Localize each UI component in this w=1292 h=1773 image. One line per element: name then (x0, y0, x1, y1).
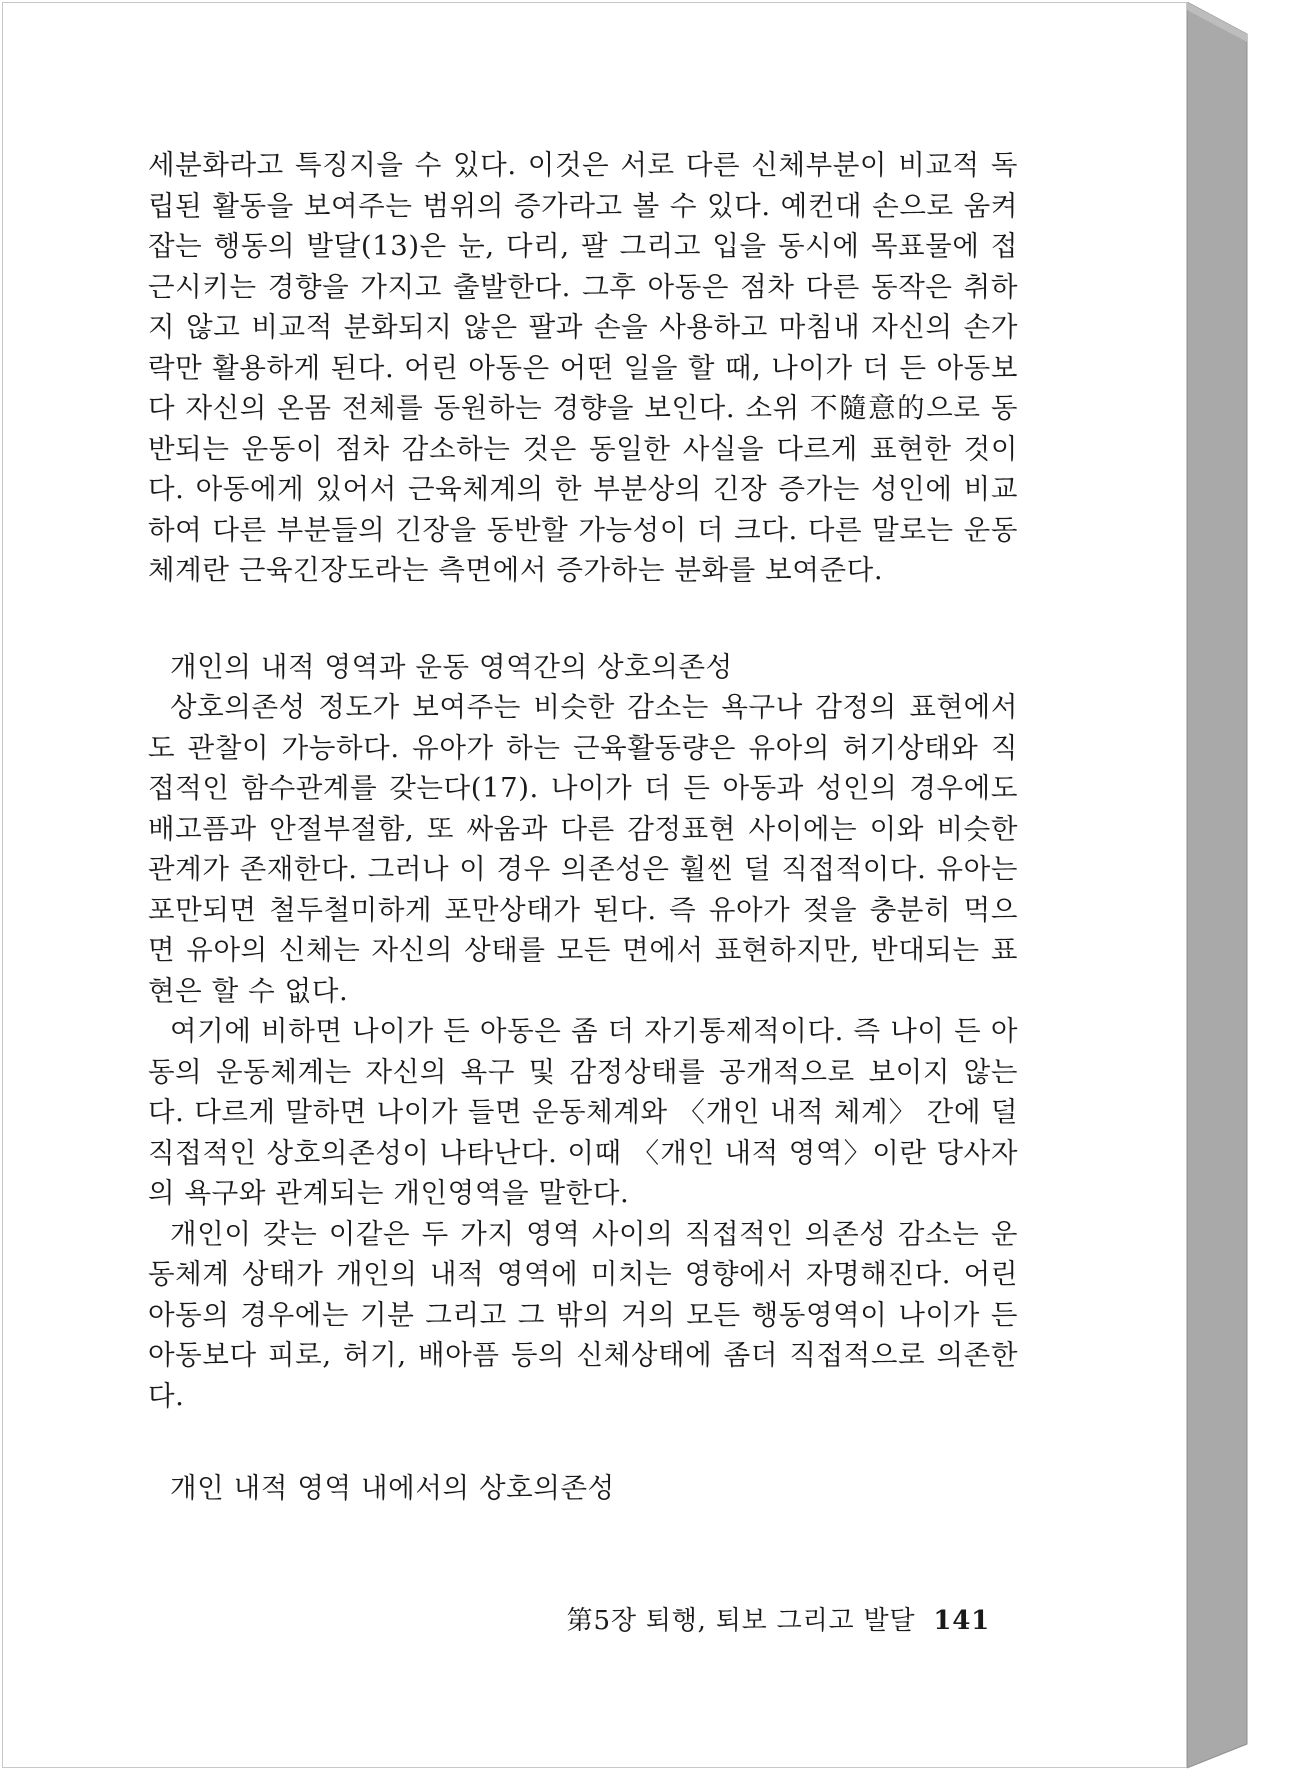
paragraph-4: 개인이 갖는 이같은 두 가지 영역 사이의 직접적인 의존성 감소는 운동체계 상태가 개인의 내적 영역에 미치는 영향에서 자명해진다. 어린 아동의 경우에는 기분 그리고 그 밖의 거의 모든 행동영역이 나이가 든 아동보다 피로, 허기, 배아픔 등의 신체상태에 좀더 직접적으로 의존한다. (148, 1217, 1018, 1412)
page-body (148, 145, 1018, 1509)
paragraph-3: 여기에 비하면 나이가 든 아동은 좀 더 자기통제적이다. 즉 나이 든 아동의 운동체계는 자신의 욕구 및 감정상태를 공개적으로 보이지 않는다. 다르게 말하면 나이가 들면 운동체계와 〈개인 내적 체계〉 간에 덜 직접적인 상호의존성이 나타난다. 이때 〈개인 내적 영역〉이란 당사자의 욕구와 관계되는 개인영역을 말한다. (148, 1015, 1018, 1209)
chapter-title: 第5장 퇴행, 퇴보 그리고 발달 (566, 1606, 916, 1636)
paragraph-1: 세분화라고 특징지을 수 있다. 이것은 서로 다른 신체부분이 비교적 독립된 활동을 보여주는 범위의 증가라고 볼 수 있다. 예컨대 손으로 움켜잡는 행동의 발달(13)은 눈, 다리, 팔 그리고 입을 동시에 목표물에 접근시키는 경향을 가지고 출발한다. 그후 아동은 점차 다른 동작은 취하지 않고 비교적 분화되지 않은 팔과 손을 사용하고 마침내 자신의 손가락만 활용하게 된다. 어린 아동은 어떤 일을 할 때, 나이가 더 든 아동보다 자신의 온몸 전체를 동원하는 경향을 보인다. 소위 不隨意的으로 동반되는 운동이 점차 감소하는 것은 동일한 사실을 다르게 표현한 것이다. 아동에게 있어서 근육체계의 한 부분상의 긴장 증가는 성인에 비교하여 다른 부분들의 긴장을 동반할 가능성이 더 크다. 다른 말로는 운동체계란 근육긴장도라는 측면에서 증가하는 분화를 보여준다. (148, 149, 1018, 586)
section-heading-1: 개인의 내적 영역과 운동 영역간의 상호의존성 (170, 650, 733, 683)
running-footer (560, 1600, 990, 1637)
section-spacer (148, 591, 1018, 647)
section-heading-2: 개인 내적 영역 내에서의 상호의존성 (170, 1472, 615, 1504)
book-edge-shape (1187, 2, 1292, 1772)
paragraph-2: 상호의존성 정도가 보여주는 비슷한 감소는 욕구나 감정의 표현에서도 관찰이 가능하다. 유아가 하는 근육활동량은 유아의 허기상태와 직접적인 함수관계를 갖는다(17). 나이가 더 든 아동과 성인의 경우에도 배고픔과 안절부절함, 또 싸움과 다른 감정표현 사이에는 이와 비슷한 관계가 존재한다. 그러나 이 경우 의존성은 훨씬 덜 직접적이다. 유아는 포만되면 철두철미하게 포만상태가 된다. 즉 유아가 젖을 충분히 먹으면 유아의 신체는 자신의 상태를 모든 면에서 표현하지만, 반대되는 표현은 할 수 없다. (148, 691, 1018, 1007)
section-spacer (148, 1416, 1018, 1468)
page-number: 141 (933, 1606, 990, 1636)
